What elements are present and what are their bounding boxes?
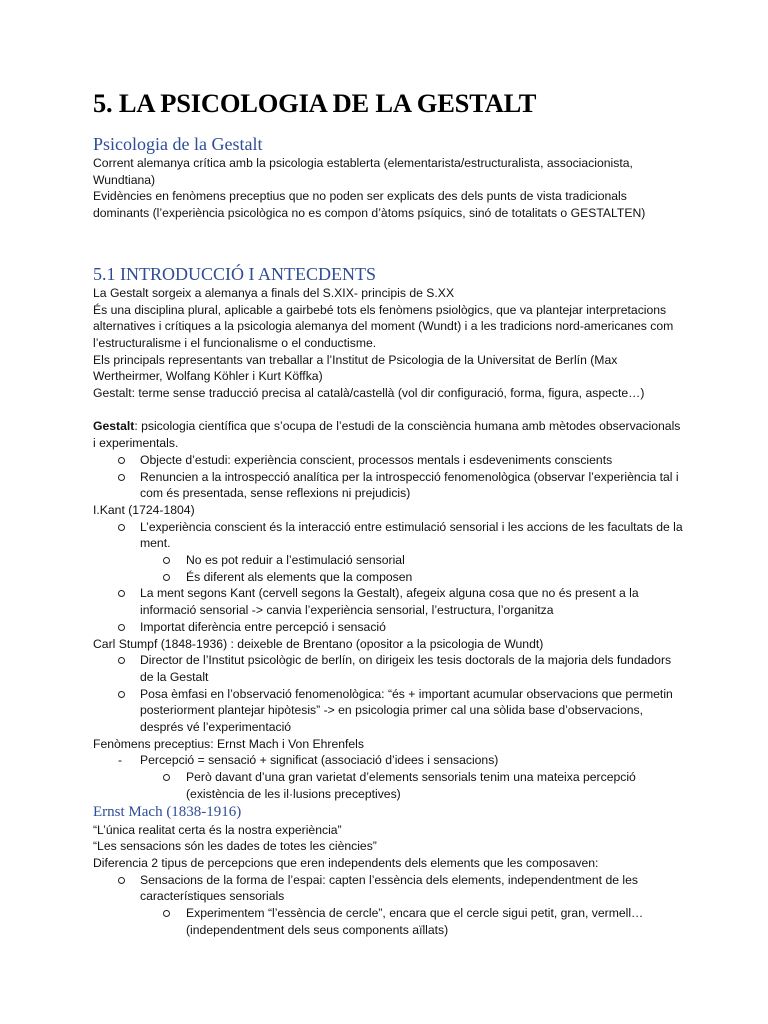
list-item: Director de l’Institut psicològic de berlín, on dirigeix les tesis doctorals de la majoria dels fundadors de la Gestalt <box>93 652 683 685</box>
bullet-dash-icon: - <box>118 753 123 768</box>
paragraph: Corrent alemanya crítica amb la psicologia establerta (elementarista/estructuralista, associacionista, Wundtiana) <box>93 156 633 187</box>
bullet-circle-icon <box>163 574 170 581</box>
list-item: Importat diferència entre percepció i sensació <box>93 619 683 636</box>
sub-list-item: Però davant d’una gran varietat d’elements sensorials tenim una mateixa percepció (existència de les il·lusions preceptives) <box>93 769 683 802</box>
kant-heading: I.Kant (1724-1804) <box>93 502 195 517</box>
list-item: La ment segons Kant (cervell segons la Gestalt), afegeix alguna cosa que no és present a la informació sensorial -> canvia l’experiència sensorial, l’estructura, l’organitza <box>93 585 683 618</box>
paragraph: És una disciplina plural, aplicable a gairbebé tots els fenòmens psiològics, que va plantejar interpretacions alternatives i crítiques a la psicologia alemanya del moment (Wundt) i a les tradicions nord-americanes com l’estructuralisme i el funcionalisme o el conductisme. <box>93 302 674 350</box>
paragraph: Diferencia 2 tipus de percepcions que eren independents dels elements que les composaven: <box>93 856 599 870</box>
bullet-circle-icon <box>118 524 125 531</box>
gestalt-definition <box>93 418 683 451</box>
sub-list-item: És diferent als elements que la composen <box>93 569 683 586</box>
paragraph: Evidències en fenòmens preceptius que no poden ser explicats des dels punts de vista tradicionals dominants (l’experiència psicològica no es compon d’àtoms psíquics, sinó de totalitats o GESTALTEN) <box>93 189 646 221</box>
sub-list-item: No es pot reduir a l’estimulació sensorial <box>93 552 683 569</box>
paragraph: Els principals representants van treballar a l’Institut de Psicologia de la Universitat de Berlín (Max Wertheirmer, Wolfang Köhler i Kurt Köffka) <box>93 352 618 384</box>
bullet-circle-icon <box>118 691 125 698</box>
definition-text: : psicologia científica que s’ocupa de l’estudi de la consciència humana amb mètodes observacionals i experimentals. <box>93 419 681 451</box>
quote: “Les sensacions són les dades de totes les ciències” <box>93 839 377 854</box>
sub-list-item: Experimentem “l’essència de cercle”, encara que el cercle sigui petit, gran, vermell… (independentment dels seus components aïllats) <box>93 905 683 938</box>
document-content <box>93 86 683 939</box>
list-item: Sensacions de la forma de l’espai: capten l’essència dels elements, independentment de les característiques sensorials <box>93 872 683 905</box>
quote: “L’única realitat certa és la nostra experiència” <box>93 822 342 837</box>
section-heading-introduccio: 5.1 INTRODUCCIÓ I ANTECDENTS <box>93 263 376 284</box>
bullet-circle-icon <box>118 474 125 481</box>
bullet-circle-icon <box>118 590 125 597</box>
section-heading-ernst-mach: Ernst Mach (1838-1916) <box>93 803 242 820</box>
bullet-circle-icon <box>118 877 125 884</box>
definition-term: Gestalt <box>93 419 135 434</box>
bullet-circle-icon <box>163 557 170 564</box>
list-item: Objecte d’estudi: experiència conscient, processos mentals i esdeveniments conscients <box>93 452 683 469</box>
list-item: - Percepció = sensació + significat (associació d’idees i sensacions) <box>118 753 499 768</box>
bullet-circle-icon <box>163 774 170 781</box>
section-heading-gestalt: Psicologia de la Gestalt <box>93 134 263 154</box>
bullet-circle-icon <box>118 457 125 464</box>
list-item: L’experiència conscient és la interacció entre estimulació sensorial i les accions de les facultats de la ment. <box>93 519 683 552</box>
page-title: 5. LA PSICOLOGIA DE LA GESTALT <box>93 88 537 118</box>
fenomens-heading: Fenòmens preceptius: Ernst Mach i Von Ehrenfels <box>93 736 364 751</box>
bullet-circle-icon <box>118 624 125 631</box>
paragraph: Gestalt: terme sense traducció precisa al català/castellà (vol dir configuració, forma, figura, aspecte…) <box>93 386 645 401</box>
list-item: Renuncien a la introspecció analítica per la introspecció fenomenològica (observar l’experiència tal i com és presentada, sense reflexions ni prejudicis) <box>93 469 683 502</box>
bullet-circle-icon <box>118 657 125 664</box>
bullet-circle-icon <box>163 910 170 917</box>
paragraph: La Gestalt sorgeix a alemanya a finals del S.XIX- principis de S.XX <box>93 285 455 300</box>
stumpf-heading: Carl Stumpf (1848-1936) : deixeble de Brentano (opositor a la psicologia de Wundt) <box>93 636 544 651</box>
list-item: Posa èmfasi en l’observació fenomenològica: “és + important acumular observacions que permetin posteriorment plantejar hipòtesis” -> en psicologia primer cal una sòlida base d’observacions, després vé l’experimentació <box>93 686 683 736</box>
